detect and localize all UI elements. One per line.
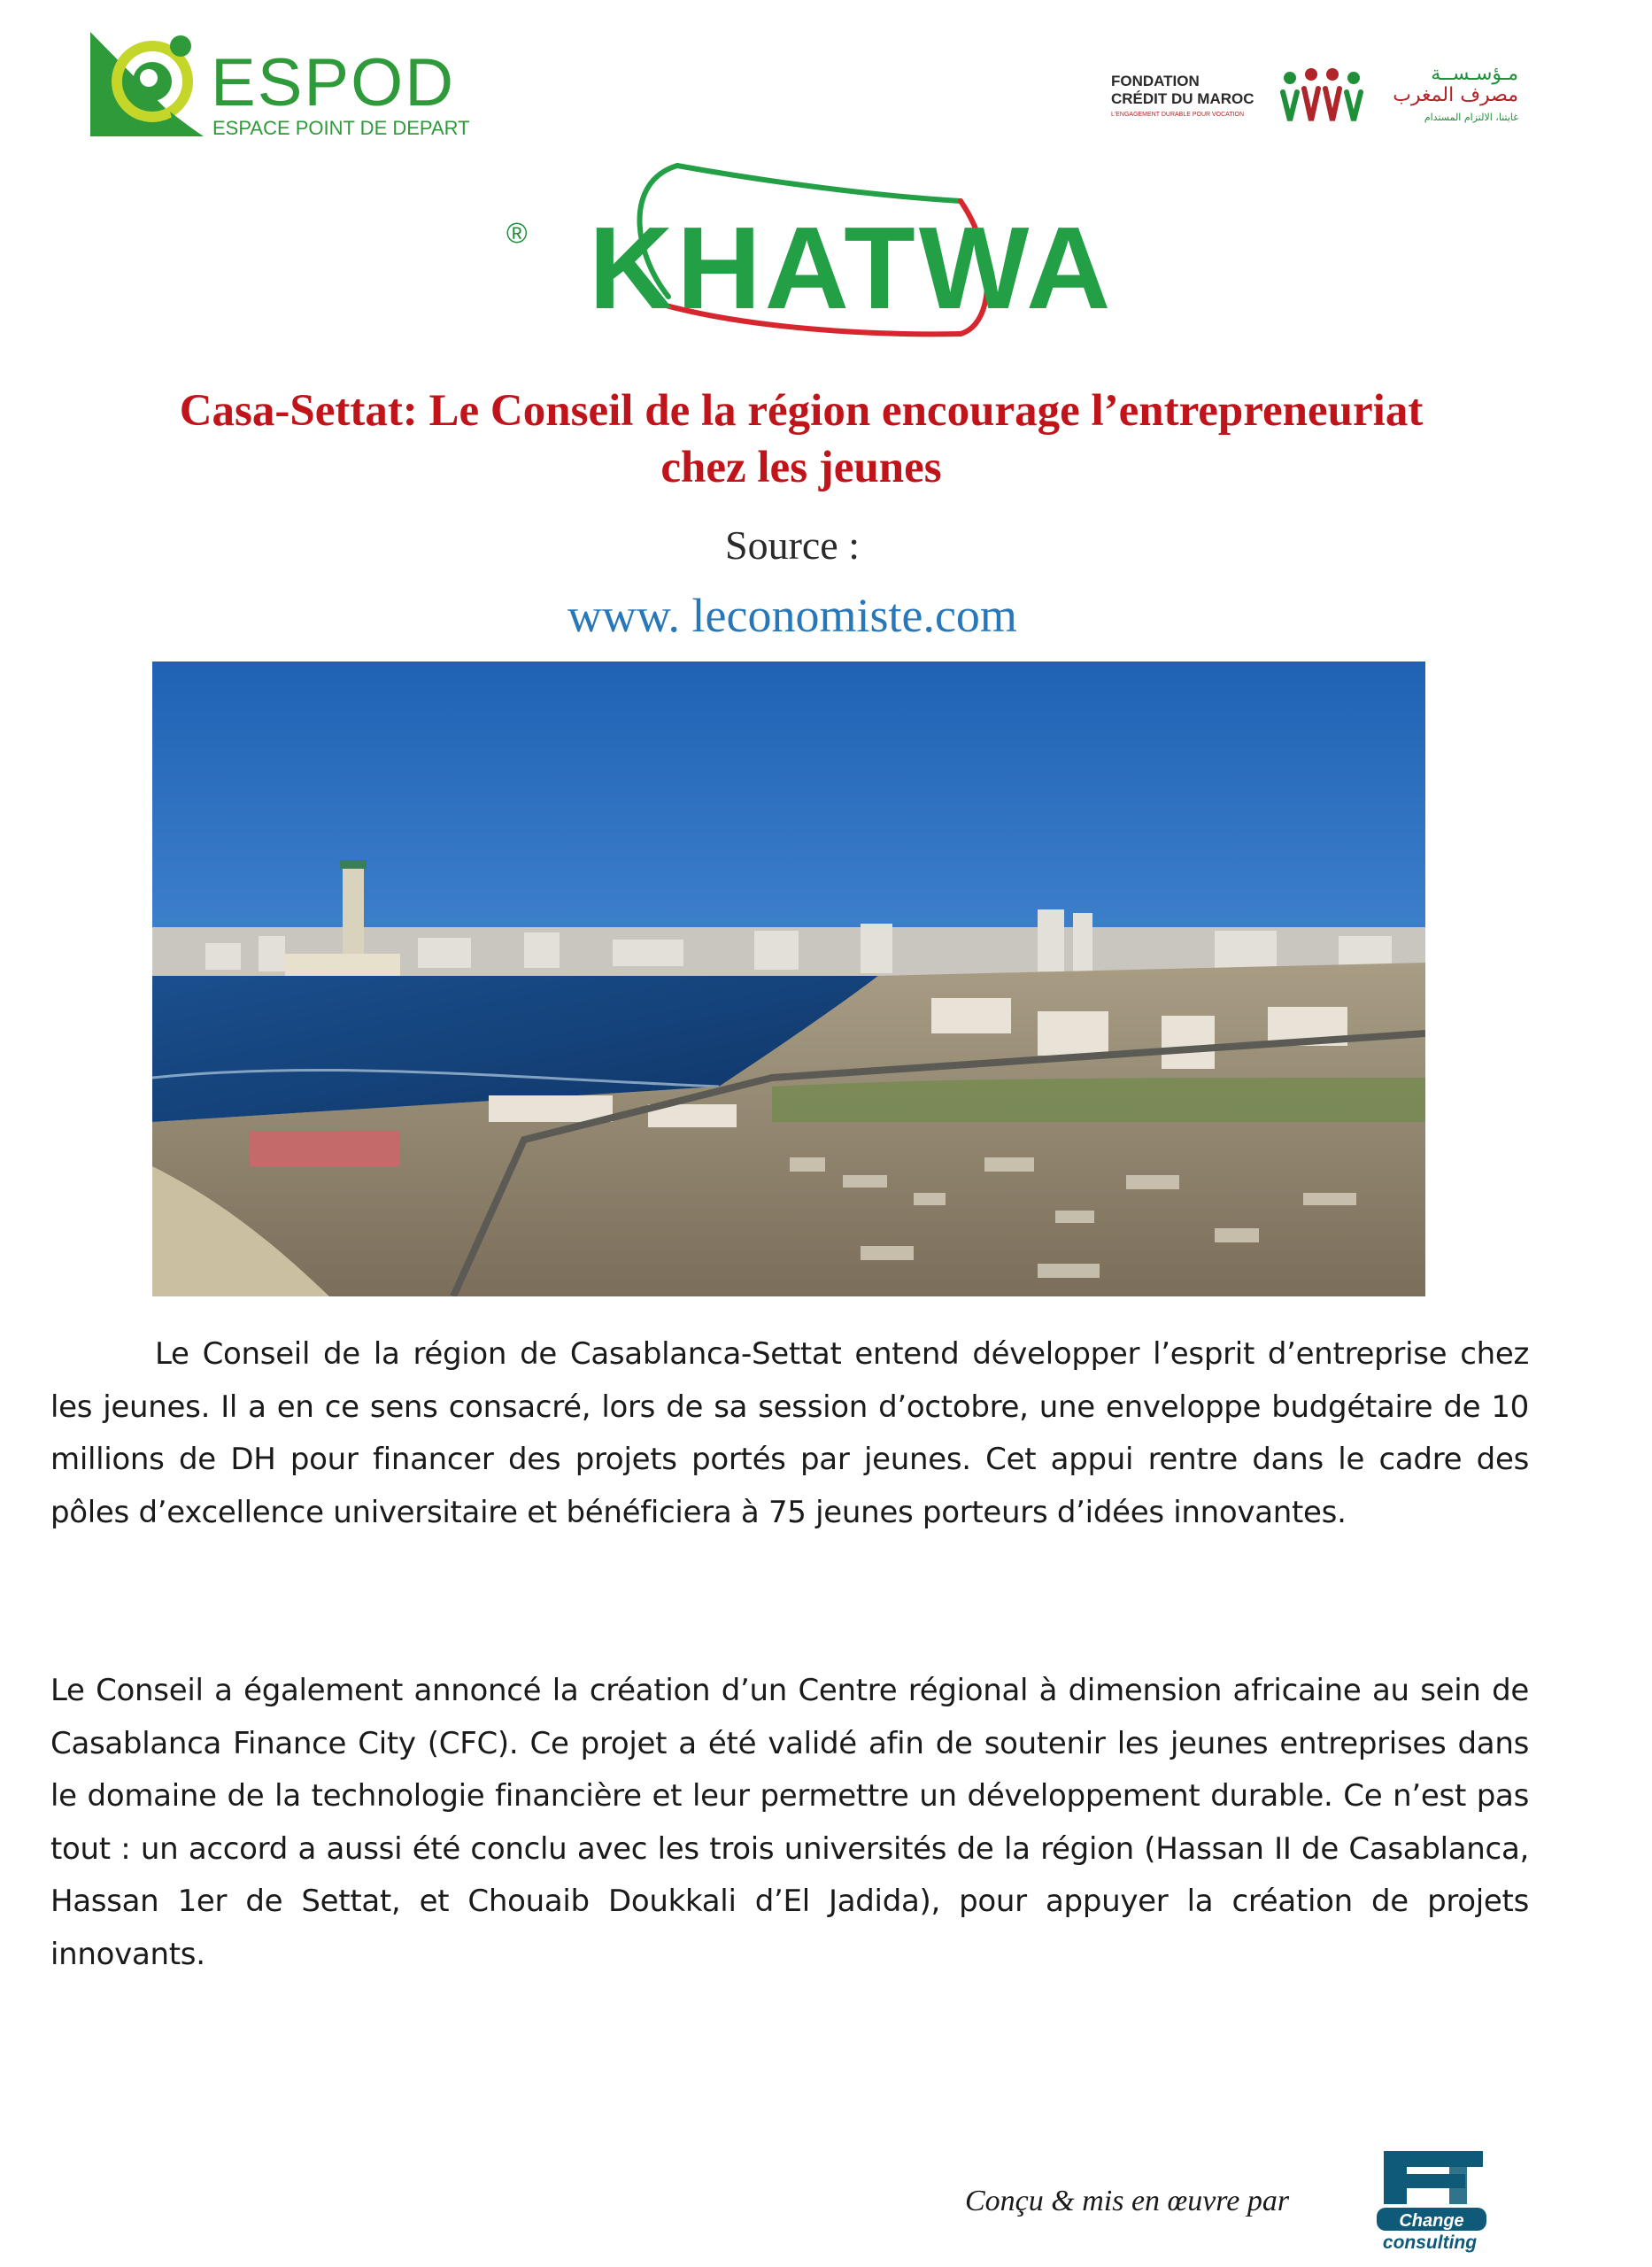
article-paragraph: Le Conseil de la région de Casablanca-Settat entend développer l’esprit d’entreprise chez les jeunes. Il a en ce sens consacré, lors de sa session d’octobre, une enveloppe budgétaire de 10 millions de DH pour financer des projets portés par jeunes. Cet appui rentre dans le cadre des pôles d’excellence universitaire et bénéficiera à 75 jeunes porteurs d’idées innovantes. — [50, 1336, 1529, 1530]
credit-text: Conçu & mis en œuvre par — [965, 2185, 1290, 2217]
f1-logo-consulting: consulting — [1382, 2232, 1478, 2253]
f1-change-consulting-logo — [1368, 2147, 1492, 2254]
fondation-tagline: L'ENGAGEMENT DURABLE POUR VOCATION — [1111, 112, 1245, 118]
article-title — [53, 383, 1549, 496]
fondation-arabic-line1: مـؤسـســة — [1431, 63, 1518, 85]
espod-logo — [89, 27, 478, 142]
espod-logo-icon — [89, 27, 212, 142]
fondation-name-line1: FONDATION — [1111, 73, 1200, 89]
fondation-credit-du-maroc-logo — [1111, 62, 1554, 142]
source-label: Source : — [724, 522, 860, 568]
f1-logo-change: Change — [1399, 2211, 1464, 2231]
fondation-arabic-line2: مصرف المغرب — [1393, 84, 1518, 106]
fondation-arabic-tagline: غايتنا، الالتزام المستدام — [1424, 112, 1518, 123]
khatwa-logo — [500, 146, 1115, 350]
khatwa-registered-mark: ® — [506, 217, 528, 249]
article-title-line2: chez les jeunes — [660, 443, 942, 492]
article-paragraph: Le Conseil a également annoncé la création d’un Centre régional à dimension africaine au sein de Casablanca Finance City (CFC). Ce projet a été validé afin de soutenir les jeunes entreprises dans le domaine de la technologie financière et leur permettre un développement durable. Ce n’est pas tout : un accord a aussi été conclu avec les trois universités de la région (Hassan II de Casablanca, Hassan 1er de Settat, et Chouaib Doukkali d’El Jadida), pour appuyer la création de projets innovants. — [50, 1673, 1529, 1972]
khatwa-name: KHATWA — [589, 203, 1115, 333]
espod-name: ESPOD — [211, 45, 456, 120]
article-title-line1: Casa-Settat: Le Conseil de la région encourage l’entrepreneuriat — [179, 386, 1424, 436]
fondation-name-line2: CRÉDIT DU MAROC — [1111, 90, 1254, 107]
fondation-name — [1111, 73, 1254, 108]
espod-tagline: ESPACE POINT DE DEPART — [212, 117, 470, 139]
source-link[interactable]: www. leconomiste.com — [567, 589, 1017, 642]
casablanca-coastline-photo — [152, 662, 1425, 1296]
